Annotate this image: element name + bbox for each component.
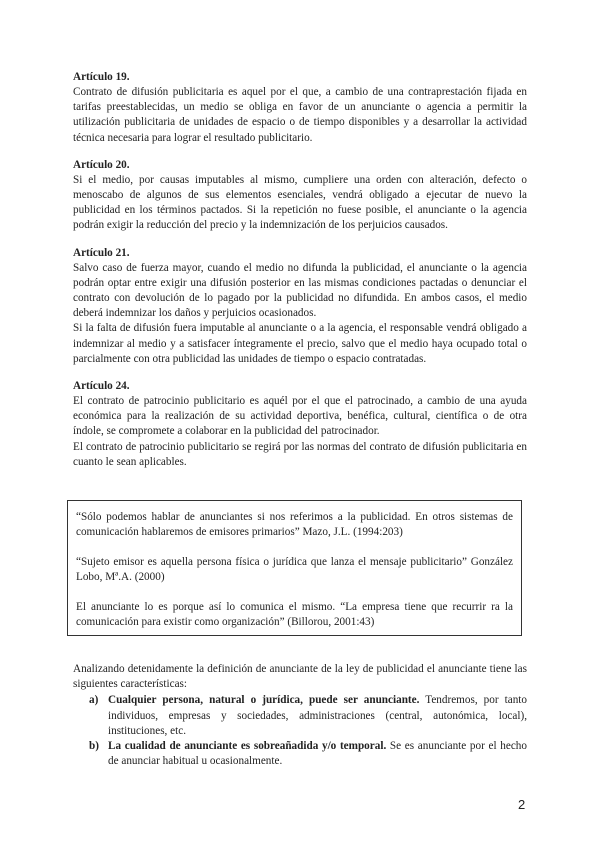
- article-paragraph: El contrato de patrocinio publicitario es aquél por el que el patrocinado, a cambio de una ayuda económica para la realización de su actividad deportiva, benéfica, cultural, científica o de otra índole, se compromete a colaborar en la publicidad del patrocinador.: [73, 395, 527, 438]
- article-paragraph: Contrato de difusión publicitaria es aquel por el que, a cambio de una contraprestación fijada en tarifas preestablecidas, un medio se obliga en favor de un anunciante o agencia a permitir la utilización publicitaria de unidades de espacio o de tiempo disponibles y a desarrollar la actividad técnica necesaria para lograr el resultado publicitario.: [73, 86, 527, 144]
- article-paragraph: Si el medio, por causas imputables al mismo, cumpliere una orden con alteración, defecto o menoscabo de algunos de sus elementos esenciales, vendrá obligado a ejecutar de nuevo la publicidad en los términos pactados. Si la repetición no fuese posible, el anunciante o la agencia podrán exigir la reducción del precio y la indemnización de los perjuicios causados.: [73, 173, 527, 232]
- list-marker: a): [89, 694, 99, 707]
- article-paragraph: Salvo caso de fuerza mayor, cuando el medio no difunda la publicidad, el anunciante o la agencia podrán optar entre exigir una difusión posterior en las mismas condiciones pactadas o denunciar el contrato con devolución de lo pagado por la publicidad no difundida. En ambos casos, el medio deberá indemnizar los daños y perjuicios ocasionados.: [73, 261, 527, 320]
- list-item-text: [108, 739, 527, 769]
- article-20: [73, 158, 527, 234]
- list-item-text: [108, 693, 527, 739]
- article-21: [73, 246, 527, 367]
- article-paragraph: El contrato de patrocinio publicitario se regirá por las normas del contrato de difusión publicitaria en cuanto le sean aplicables.: [73, 440, 527, 468]
- characteristics-list: [73, 693, 527, 769]
- list-item-body: Se es anunciante por el hecho de anunciar habitual u ocasionalmente.: [108, 740, 527, 768]
- article-24: [73, 379, 527, 470]
- quote-gonzalez-lobo: “Sujeto emisor es aquella persona física o jurídica que lanza el mensaje publicitario” González Lobo, Mª.A. (2000): [76, 555, 513, 584]
- analysis-intro: Analizando detenidamente la definición de anunciante de la ley de publicidad el anunciante tiene las siguientes características:: [73, 663, 527, 691]
- article-paragraph: Si la falta de difusión fuera imputable al anunciante o a la agencia, el responsable vendrá obligado a indemnizar al medio y a satisfacer íntegramente el precio, salvo que el medio haya ocupado total o parcialmente con otra publicidad las unidades de tiempo o espacio contratadas.: [73, 322, 527, 365]
- article-19: [73, 70, 527, 146]
- analysis-section: [73, 662, 527, 769]
- article-title: Artículo 20.: [73, 158, 130, 171]
- article-title: Artículo 19.: [73, 71, 130, 83]
- quote-mazo: “Sólo podemos hablar de anunciantes si nos referimos a la publicidad. En otros sistemas de comunicación hablaremos de emisores primarios” Mazo, J.L. (1994:203): [76, 511, 513, 539]
- list-item-bold: Cualquier persona, natural o jurídica, puede ser anunciante.: [108, 694, 420, 707]
- quote-billorou: El anunciante lo es porque así lo comunica el mismo. “La empresa tiene que recurrir ra la comunicación para existir como organización” (Billorou, 2001:43): [76, 600, 513, 629]
- list-item: [73, 739, 527, 769]
- list-item-body: Tendremos, por tanto individuos, empresas y sociedades, administraciones (central, autonómica, local), instituciones, etc.: [108, 694, 527, 737]
- list-marker: b): [89, 740, 99, 753]
- list-item-bold: La cualidad de anunciante es sobreañadida y/o temporal.: [108, 740, 387, 753]
- article-title: Artículo 24.: [73, 380, 130, 393]
- articles-section: [73, 70, 527, 482]
- quote-box: [67, 500, 522, 636]
- page-number: 2: [518, 797, 526, 812]
- article-title: Artículo 21.: [73, 246, 130, 259]
- list-item: [73, 693, 527, 739]
